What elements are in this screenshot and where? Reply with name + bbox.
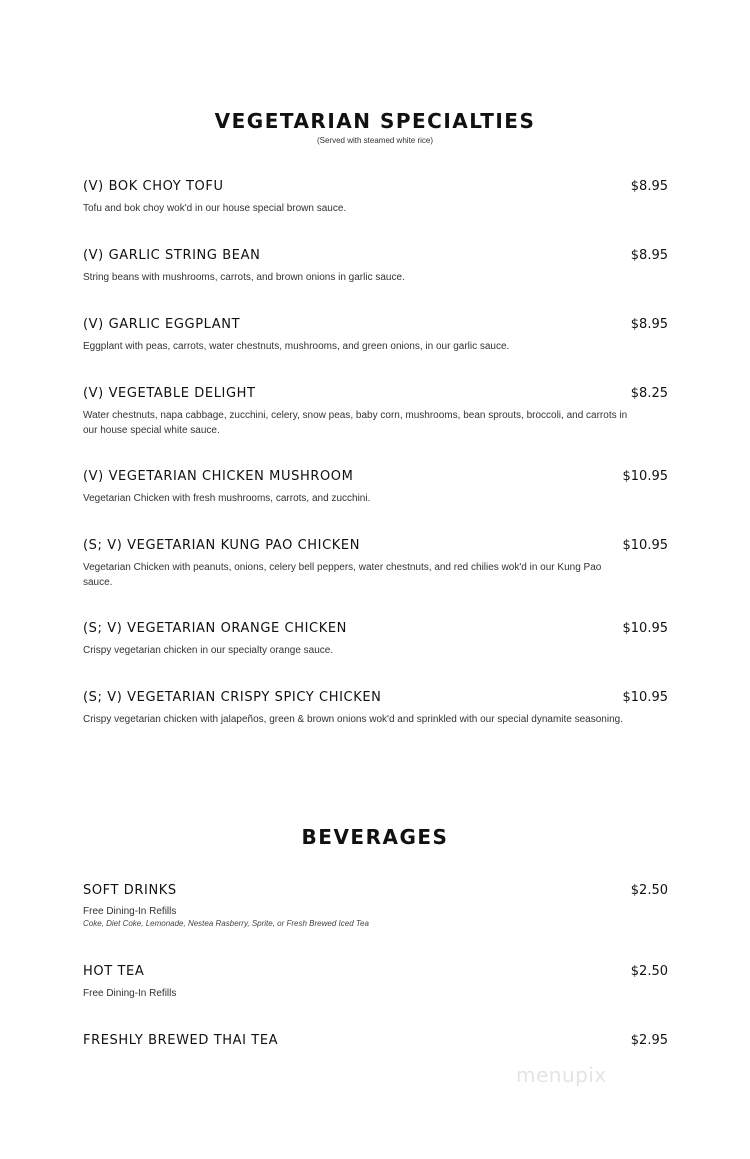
item-name: (S; V) VEGETARIAN ORANGE CHICKEN <box>83 621 347 636</box>
item-name: (V) GARLIC STRING BEAN <box>83 248 261 263</box>
item-description: Free Dining-In Refills <box>83 906 177 917</box>
item-price: $2.95 <box>630 1033 668 1048</box>
item-name: (V) GARLIC EGGPLANT <box>83 317 241 332</box>
menu-item <box>83 386 668 438</box>
item-name: (V) VEGETARIAN CHICKEN MUSHROOM <box>83 469 354 484</box>
item-description: Crispy vegetarian chicken with jalapeños, green & brown onions wok'd and sprinkled with our special dynamite seasoning. <box>83 714 623 725</box>
item-price: $8.95 <box>630 179 668 194</box>
item-price: $2.50 <box>630 883 668 898</box>
item-description: Free Dining-In Refills <box>83 988 177 999</box>
item-price: $10.95 <box>622 621 668 636</box>
item-price: $10.95 <box>622 469 668 484</box>
section-subtitle: (Served with steamed white rice) <box>316 136 434 145</box>
menu-item <box>83 1033 668 1049</box>
menu-item <box>83 690 668 727</box>
item-name: (S; V) VEGETARIAN KUNG PAO CHICKEN <box>83 538 361 553</box>
item-name: (V) VEGETABLE DELIGHT <box>83 386 256 401</box>
item-price: $10.95 <box>622 538 668 553</box>
menu-item <box>83 469 668 506</box>
item-description: Vegetarian Chicken with fresh mushrooms, carrots, and zucchini. <box>83 493 371 504</box>
menu-item <box>83 317 668 354</box>
item-price: $2.50 <box>630 964 668 979</box>
item-name: SOFT DRINKS <box>83 883 177 898</box>
menu-item <box>83 248 668 285</box>
item-name: FRESHLY BREWED THAI TEA <box>83 1033 279 1048</box>
item-note: Coke, Diet Coke, Lemonade, Nestea Rasberry, Sprite, or Fresh Brewed Iced Tea <box>83 919 369 928</box>
item-description: Eggplant with peas, carrots, water chestnuts, mushrooms, and green onions, in our garlic sauce. <box>83 341 510 352</box>
watermark-logo: menupix <box>516 1063 607 1087</box>
item-name: (S; V) VEGETARIAN CRISPY SPICY CHICKEN <box>83 690 382 705</box>
section-title: BEVERAGES <box>301 825 449 849</box>
item-description: Vegetarian Chicken with peanuts, onions, celery bell peppers, water chestnuts, and red chilies wok'd in our Kung Pao sauce. <box>83 562 602 588</box>
item-description: Tofu and bok choy wok'd in our house special brown sauce. <box>83 203 347 214</box>
section-title: VEGETARIAN SPECIALTIES <box>214 109 536 133</box>
menu-item <box>83 964 668 1001</box>
item-price: $8.25 <box>630 386 668 401</box>
item-price: $8.95 <box>630 317 668 332</box>
menu-item <box>83 179 668 216</box>
item-name: (V) BOK CHOY TOFU <box>83 179 224 194</box>
menu-item <box>83 538 668 590</box>
item-description: Water chestnuts, napa cabbage, zucchini, celery, snow peas, baby corn, mushrooms, bean sprouts, broccoli, and carrots in our house special white sauce. <box>83 410 628 436</box>
item-price: $10.95 <box>622 690 668 705</box>
item-description: Crispy vegetarian chicken in our specialty orange sauce. <box>83 645 334 656</box>
item-price: $8.95 <box>630 248 668 263</box>
item-description: String beans with mushrooms, carrots, and brown onions in garlic sauce. <box>83 272 405 283</box>
menu-item <box>83 621 668 658</box>
menu-item <box>83 883 668 929</box>
item-name: HOT TEA <box>83 964 145 979</box>
